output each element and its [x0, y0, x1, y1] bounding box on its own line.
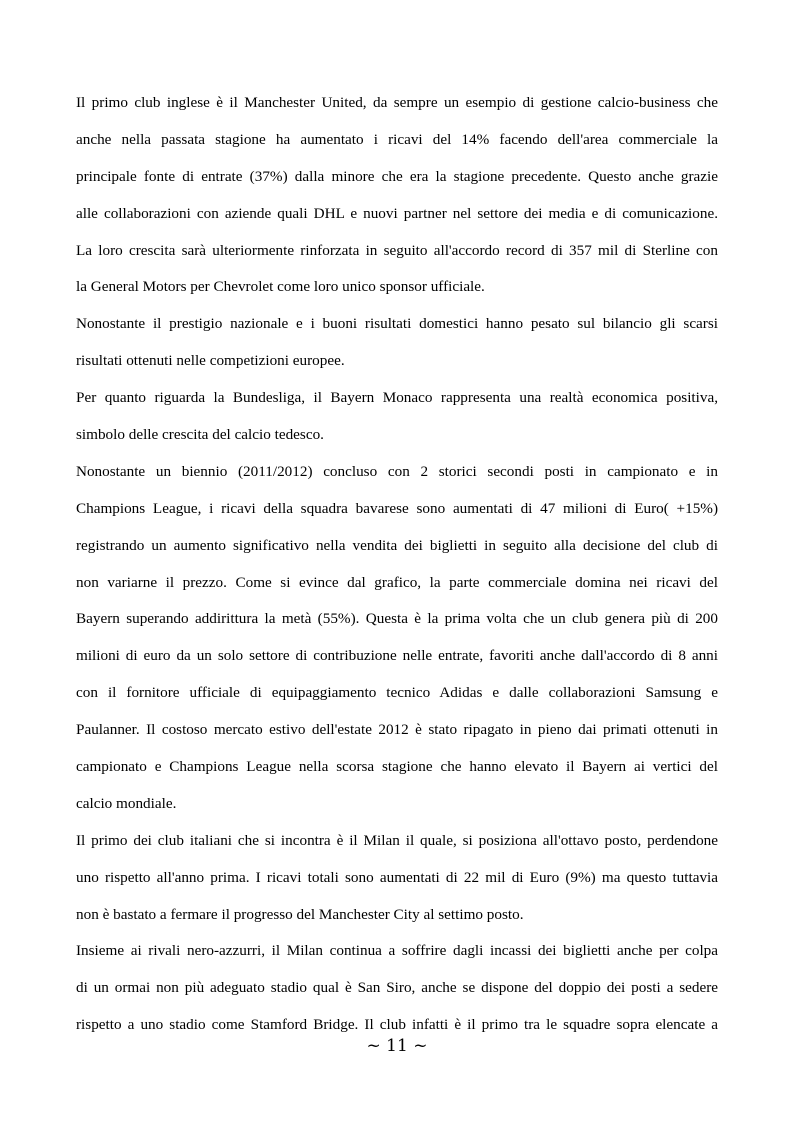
text-line: non è bastato a fermare il progresso del Manchester City al settimo posto. [76, 905, 524, 923]
text-line: calcio mondiale. [76, 794, 177, 812]
text-line: alle collaborazioni con aziende quali DHL e nuovi partner nel settore dei media e di comunicazione. [76, 204, 718, 222]
body-text [76, 91, 718, 1050]
text-line: milioni di euro da un solo settore di contribuzione nelle entrate, favoriti anche dall'accordo di 8 anni [76, 647, 718, 665]
text-line: Nonostante un biennio (2011/2012) concluso con 2 storici secondi posti in campionato e in [76, 462, 718, 480]
text-line: Il primo club inglese è il Manchester United, da sempre un esempio di gestione calcio-business che [76, 94, 718, 111]
page-number: ~ 11 ~ [366, 1036, 428, 1056]
text-line: simbolo delle crescita del calcio tedesco. [76, 426, 324, 444]
text-line: la General Motors per Chevrolet come loro unico sponsor ufficiale. [76, 278, 485, 296]
text-line: Bayern superando addirittura la metà (55%). Questa è la prima volta che un club genera più di 200 [76, 610, 718, 628]
text-line: principale fonte di entrate (37%) dalla minore che era la stagione precedente. Questo anche grazie [76, 167, 718, 185]
text-line: con il fornitore ufficiale di equipaggiamento tecnico Adidas e dalle collaborazioni Samsung e [76, 684, 718, 702]
text-line: anche nella passata stagione ha aumentato i ricavi del 14% facendo dell'area commerciale la [76, 130, 718, 148]
text-line: Insieme ai rivali nero-azzurri, il Milan continua a soffrire dagli incassi dei biglietti anche per colpa [76, 942, 718, 960]
text-line: Il primo dei club italiani che si incontra è il Milan il quale, si posiziona all'ottavo posto, perdendone [76, 831, 718, 849]
text-line: campionato e Champions League nella scorsa stagione che hanno elevato il Bayern ai vertici del [76, 758, 718, 776]
text-line: uno rispetto all'anno prima. I ricavi totali sono aumentati di 22 mil di Euro (9%) ma questo tuttavia [76, 868, 718, 886]
text-line: di un ormai non più adeguato stadio qual è San Siro, anche se dispone del doppio dei posti a sedere [76, 979, 718, 997]
text-line: Paulanner. Il costoso mercato estivo dell'estate 2012 è stato ripagato in pieno dai primati ottenuti in [76, 721, 718, 739]
text-line: Nonostante il prestigio nazionale e i buoni risultati domestici hanno pesato sul bilancio gli scarsi [76, 315, 718, 333]
text-line: risultati ottenuti nelle competizioni europee. [76, 352, 345, 370]
text-line: non variarne il prezzo. Come si evince dal grafico, la parte commerciale domina nei ricavi del [76, 573, 718, 591]
text-line: Champions League, i ricavi della squadra bavarese sono aumentati di 47 milioni di Euro( +15%) [76, 499, 718, 517]
text-line: rispetto a uno stadio come Stamford Bridge. Il club infatti è il primo tra le squadre sopra elencate a [76, 1016, 718, 1034]
text-line: registrando un aumento significativo nella vendita dei biglietti in seguito alla decisione del club di [76, 536, 718, 554]
text-line: La loro crescita sarà ulteriormente rinforzata in seguito all'accordo record di 357 mil di Sterline con [76, 241, 718, 259]
text-line: Per quanto riguarda la Bundesliga, il Bayern Monaco rappresenta una realtà economica positiva, [76, 389, 718, 407]
